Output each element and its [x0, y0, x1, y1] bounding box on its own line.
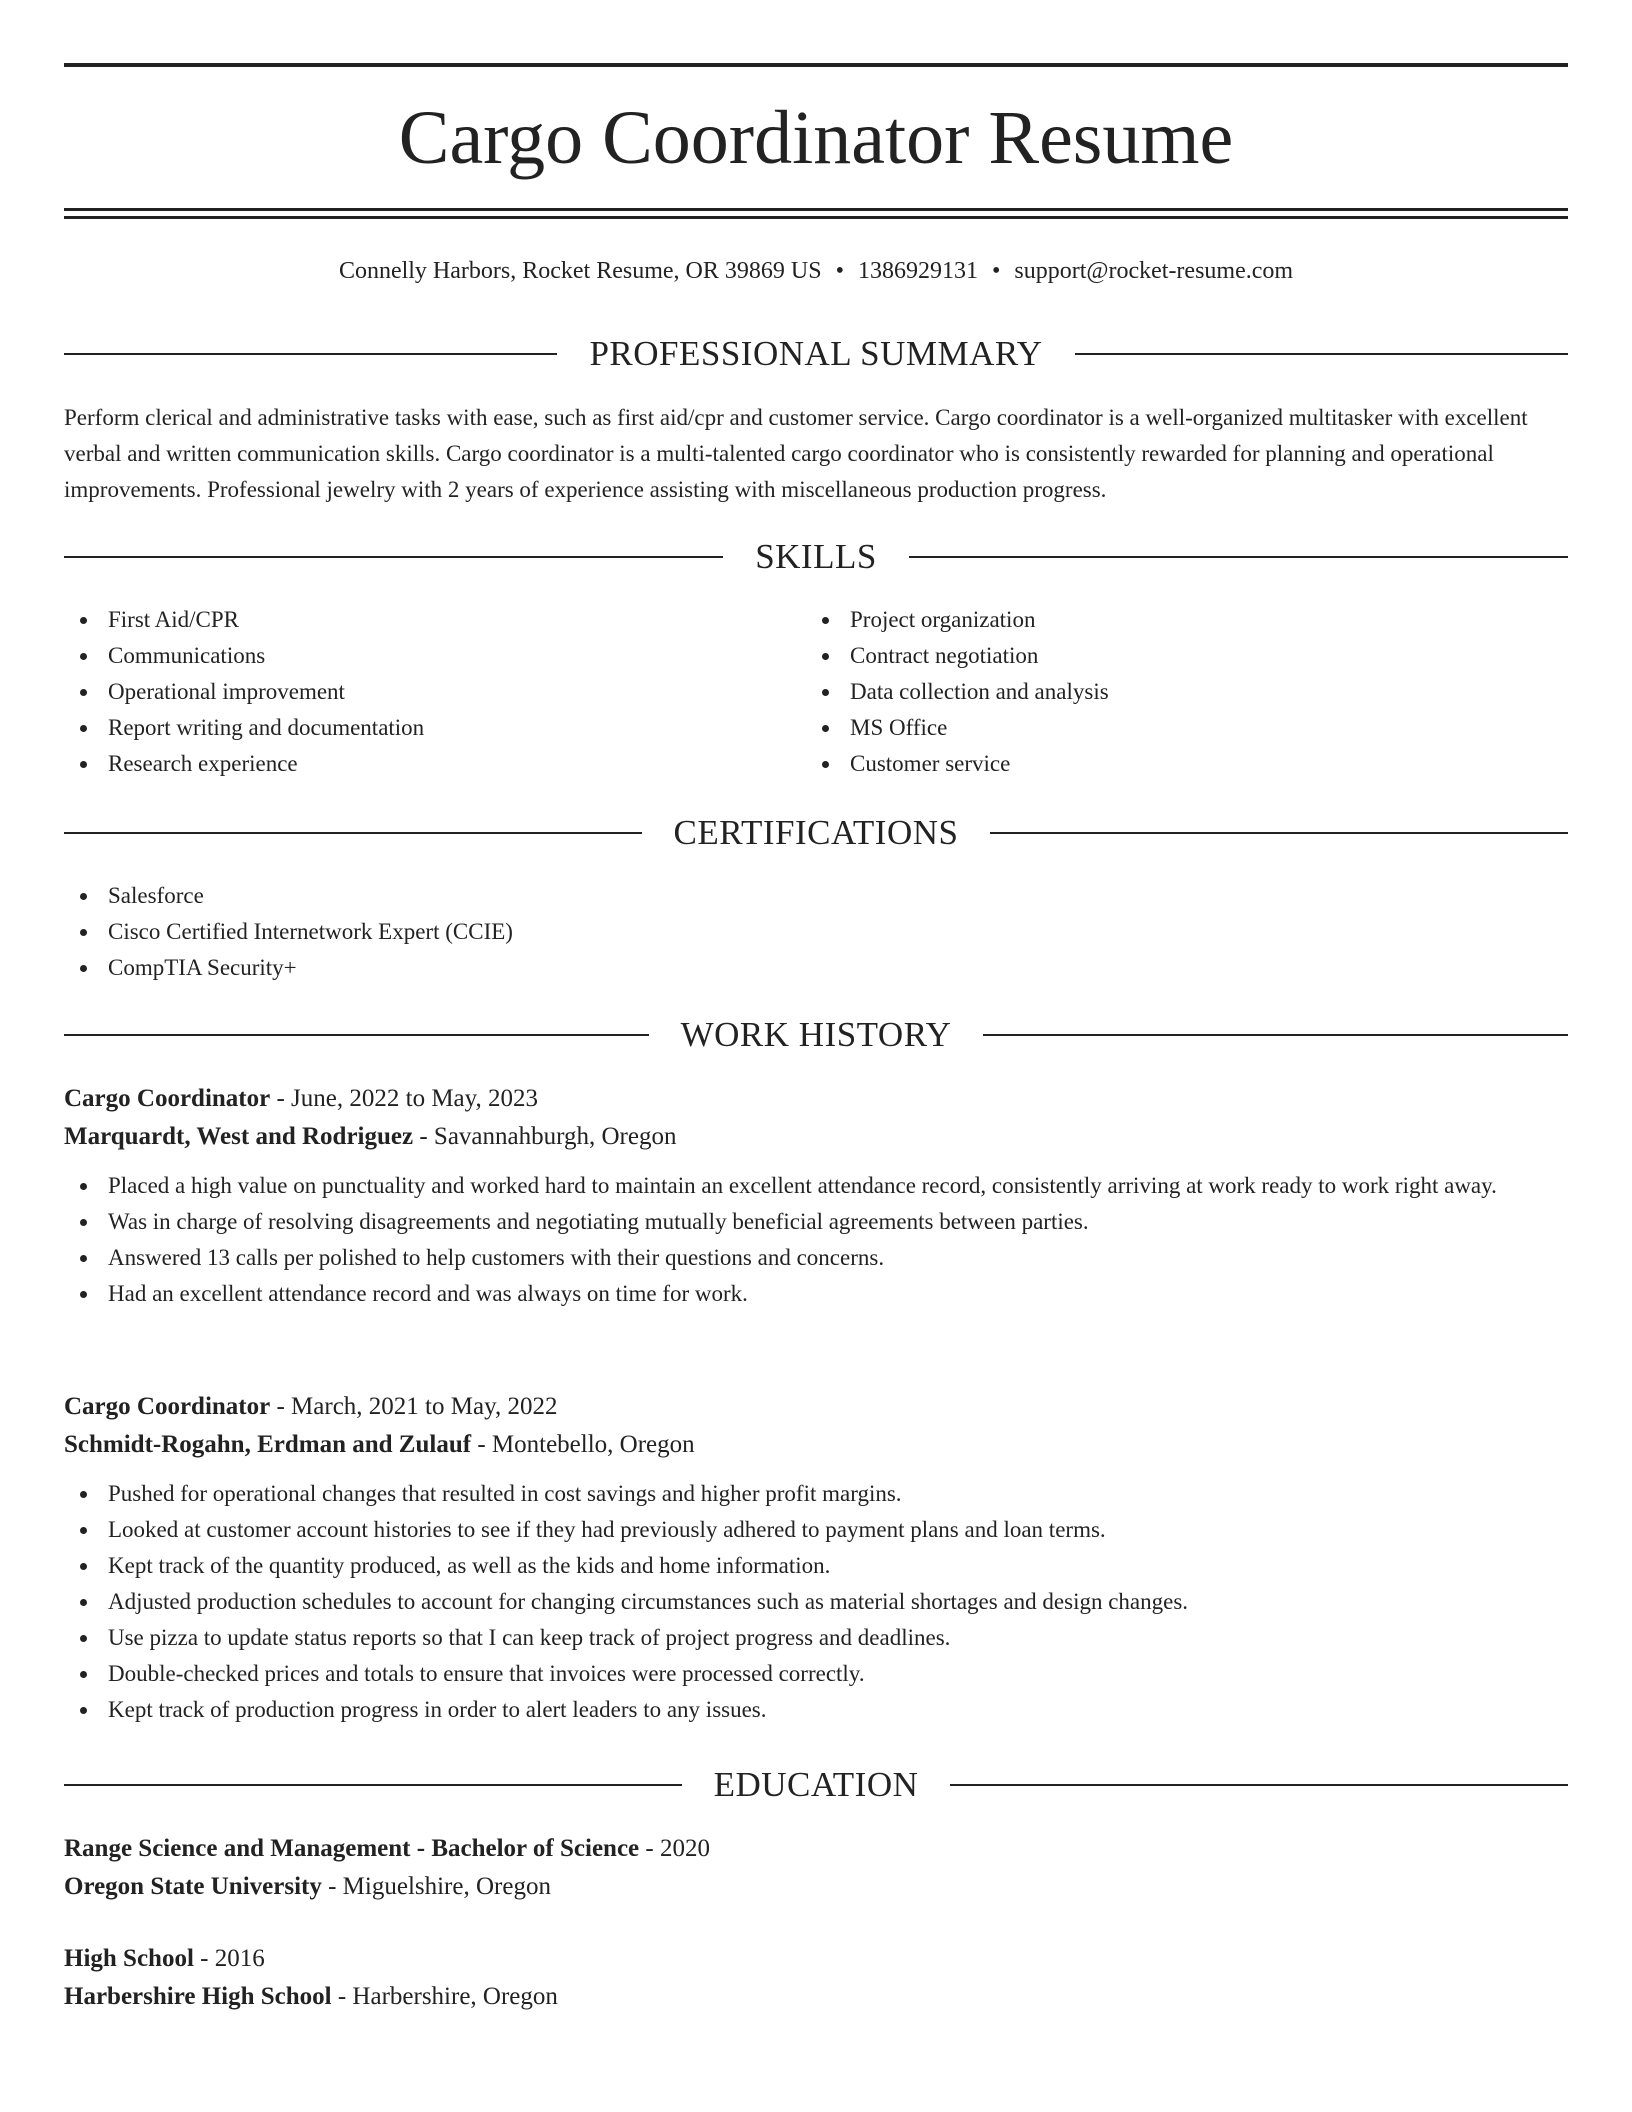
section-title: SKILLS	[755, 537, 877, 576]
job-company: Schmidt-Rogahn, Erdman and Zulauf	[64, 1431, 472, 1458]
heading-rule	[64, 1784, 682, 1786]
section-title: EDUCATION	[713, 1765, 919, 1804]
title-rule-upper	[64, 208, 1568, 211]
education-location: - Harbershire, Oregon	[331, 1983, 558, 2010]
top-rule	[64, 63, 1568, 67]
job-bullet: Was in charge of resolving disagreements and negotiating mutually beneficial agreements between parties.	[64, 1204, 1568, 1240]
section-heading-education	[64, 1763, 1568, 1807]
title-rule-lower	[64, 216, 1568, 219]
skill-item: Project organization	[806, 602, 1546, 638]
education-degree: Range Science and Management - Bachelor of Science	[64, 1835, 640, 1862]
skill-item: Contract negotiation	[806, 638, 1546, 674]
skill-item: Operational improvement	[64, 674, 804, 710]
education-entry	[64, 1830, 1568, 1906]
education-degree-line	[64, 1830, 1568, 1868]
skill-item: Report writing and documentation	[64, 710, 804, 746]
job-bullet: Pushed for operational changes that resulted in cost savings and higher profit margins.	[64, 1476, 1568, 1512]
skill-item: Communications	[64, 638, 804, 674]
job-bullets	[64, 1168, 1568, 1312]
resume-title: Cargo Coordinator Resume	[398, 96, 1234, 180]
job-bullet: Adjusted production schedules to account for changing circumstances such as material shortages and design changes.	[64, 1584, 1568, 1620]
job-bullet: Had an excellent attendance record and was always on time for work.	[64, 1276, 1568, 1312]
job-bullets	[64, 1476, 1568, 1728]
job-title-line	[64, 1080, 1568, 1118]
contact-phone: 1386929131	[857, 258, 978, 284]
skill-item: Customer service	[806, 746, 1546, 782]
job-location: - Montebello, Oregon	[471, 1431, 695, 1458]
contact-line	[64, 254, 1568, 288]
heading-rule	[64, 832, 642, 834]
job-bullet: Kept track of the quantity produced, as well as the kids and home information.	[64, 1548, 1568, 1584]
skills-list-right	[806, 602, 1546, 782]
section-heading-summary	[64, 332, 1568, 376]
skill-item: First Aid/CPR	[64, 602, 804, 638]
job-bullet: Use pizza to update status reports so that I can keep track of project progress and deadlines.	[64, 1620, 1568, 1656]
contact-address: Connelly Harbors, Rocket Resume, OR 39869 US	[338, 258, 822, 284]
heading-rule	[64, 1034, 649, 1036]
section-heading-skills	[64, 535, 1568, 579]
heading-rule	[1075, 353, 1568, 355]
education-school-line	[64, 1978, 1568, 2016]
job-dates: - June, 2022 to May, 2023	[270, 1085, 539, 1112]
job-title-line	[64, 1388, 1568, 1426]
job-company: Marquardt, West and Rodriguez	[64, 1123, 414, 1150]
skill-item: MS Office	[806, 710, 1546, 746]
education-year: - 2016	[193, 1945, 265, 1972]
heading-rule	[983, 1034, 1568, 1036]
heading-rule	[64, 353, 557, 355]
job-entry	[64, 1388, 1568, 1728]
education-school: Oregon State University	[64, 1873, 322, 1900]
education-location: - Miguelshire, Oregon	[321, 1873, 551, 1900]
skill-item: Data collection and analysis	[806, 674, 1546, 710]
heading-rule	[990, 832, 1568, 834]
certification-item: Cisco Certified Internetwork Expert (CCIE)	[64, 914, 1568, 950]
skills-list-left	[64, 602, 804, 782]
contact-separator: •	[991, 258, 1001, 284]
education-degree: High School	[64, 1945, 194, 1972]
heading-rule	[64, 556, 723, 558]
job-dates: - March, 2021 to May, 2022	[270, 1393, 558, 1420]
certification-item: CompTIA Security+	[64, 950, 1568, 986]
education-school: Harbershire High School	[64, 1983, 332, 2010]
job-bullet: Answered 13 calls per polished to help customers with their questions and concerns.	[64, 1240, 1568, 1276]
education-school-line	[64, 1868, 1568, 1906]
education-entry	[64, 1940, 1568, 2016]
heading-rule	[909, 556, 1568, 558]
job-entry	[64, 1080, 1568, 1312]
contact-email: support@rocket-resume.com	[1014, 258, 1294, 284]
education-year: - 2020	[639, 1835, 710, 1862]
summary-text: Perform clerical and administrative tasks with ease, such as first aid/cpr and customer service. Cargo coordinator is a well-organized multitasker with excellent verbal and written communication skills. Cargo coordinator is a multi-talented cargo coordinator who is consistently rewarded for planning and operational improvements. Professional jewelry with 2 years of experience assisting with miscellaneous production progress.	[64, 405, 1528, 502]
job-title: Cargo Coordinator	[64, 1085, 271, 1112]
certification-item: Salesforce	[64, 878, 1568, 914]
contact-separator: •	[835, 258, 844, 284]
job-company-line	[64, 1426, 1568, 1464]
section-heading-certifications	[64, 811, 1568, 855]
job-bullet: Kept track of production progress in order to alert leaders to any issues.	[64, 1692, 1568, 1728]
section-title: WORK HISTORY	[680, 1015, 952, 1054]
job-bullet: Double-checked prices and totals to ensure that invoices were processed correctly.	[64, 1656, 1568, 1692]
section-title: PROFESSIONAL SUMMARY	[589, 334, 1043, 373]
section-title: CERTIFICATIONS	[673, 813, 959, 852]
skill-item: Research experience	[64, 746, 804, 782]
job-company-line	[64, 1118, 1568, 1156]
section-heading-work-history	[64, 1013, 1568, 1057]
job-location: - Savannahburgh, Oregon	[413, 1123, 677, 1150]
heading-rule	[950, 1784, 1568, 1786]
job-bullet: Looked at customer account histories to see if they had previously adhered to payment plans and loan terms.	[64, 1512, 1568, 1548]
certifications-list	[64, 878, 1568, 986]
job-title: Cargo Coordinator	[64, 1393, 271, 1420]
education-degree-line	[64, 1940, 1568, 1978]
job-bullet: Placed a high value on punctuality and worked hard to maintain an excellent attendance record, consistently arriving at work ready to work right away.	[64, 1168, 1568, 1204]
